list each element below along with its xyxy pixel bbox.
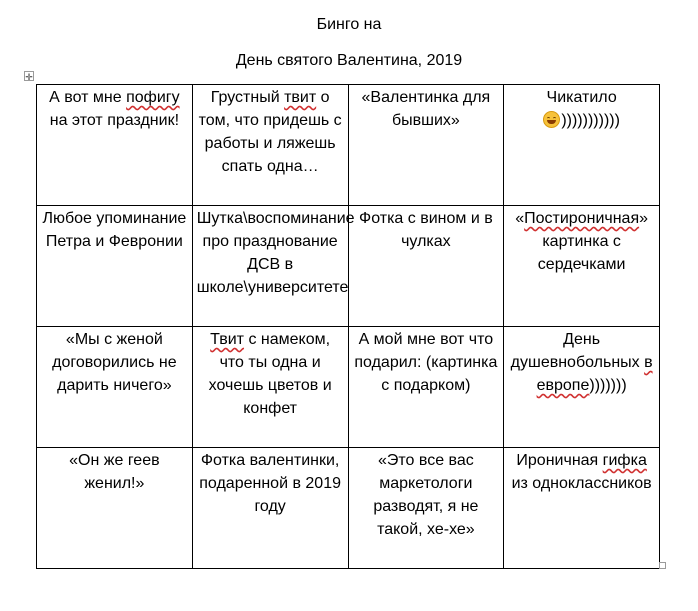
bingo-cell: [504, 85, 660, 206]
cell-text: » картинка с сердечками: [537, 210, 649, 273]
bingo-cell: [504, 327, 660, 448]
bingo-cell: [37, 448, 193, 569]
spellcheck-word: гифка: [602, 452, 647, 469]
move-cross-icon[interactable]: ✛: [25, 72, 33, 82]
spellcheck-word: пофигу: [126, 89, 180, 106]
bingo-cell: [348, 85, 504, 206]
document-title-line-2: День святого Валентина, 2019: [235, 52, 463, 69]
cell-text: о том, что придешь с работы и ляжешь спать одна…: [198, 89, 342, 175]
bingo-table: [36, 84, 660, 569]
cell-text: Грустный: [210, 89, 285, 106]
bingo-row: [37, 85, 660, 206]
resize-square-icon[interactable]: [659, 562, 666, 569]
cell-text: Фотка с вином и в чулках: [359, 210, 493, 250]
cell-text: А мой мне вот что подарил: (картинка с подарком): [354, 331, 498, 394]
bingo-row: [37, 206, 660, 327]
cell-text: ))))))): [589, 377, 627, 394]
cell-text: «Мы с женой договорились не дарить ничего»: [52, 331, 177, 394]
document-title-line-1: Бинго на: [316, 16, 382, 33]
cell-text: «Он же геев женил!»: [69, 452, 160, 492]
cell-text: Чикатило: [546, 89, 617, 106]
smiling-face-icon: [543, 111, 560, 128]
bingo-row: [37, 327, 660, 448]
cell-text: «Это все вас маркетологи разводят, я не такой, хе-хе»: [373, 452, 479, 538]
bingo-cell: [348, 206, 504, 327]
cell-text: День душевнобольных: [510, 331, 645, 371]
cell-text: «: [515, 210, 525, 227]
cell-text: А вот мне: [49, 89, 127, 106]
cell-text: Шутка\воспоминание про празднование ДСВ в школе\университете: [196, 210, 355, 296]
bingo-cell: [37, 206, 193, 327]
spellcheck-word: твит: [284, 89, 317, 106]
spellcheck-word: в европе: [536, 354, 653, 394]
cell-text: Любое упоминание Петра и Февронии: [42, 210, 187, 250]
spellcheck-word: Постироничная: [524, 210, 640, 227]
cell-text: Фотка валентинки, подаренной в 2019 году: [199, 452, 341, 515]
spellcheck-word: Твит: [210, 331, 245, 348]
bingo-cell: [37, 327, 193, 448]
bingo-cell: [37, 85, 193, 206]
bingo-cell: [192, 448, 348, 569]
cell-text: на этот праздник!: [49, 112, 180, 129]
cell-text: с намеком, что ты одна и хочешь цветов и конфет: [208, 331, 332, 417]
bingo-row: [37, 448, 660, 569]
bingo-cell: [192, 85, 348, 206]
bingo-cell: [192, 206, 355, 327]
bingo-cell: [192, 327, 348, 448]
bingo-cell: [348, 448, 504, 569]
bingo-cell: [504, 448, 660, 569]
cell-text: ))))))))))): [561, 112, 620, 129]
cell-text: из одноклассников: [511, 475, 652, 492]
bingo-cell: [348, 327, 504, 448]
cell-text: Ироничная: [516, 452, 603, 469]
cell-text: «Валентинка для бывших»: [361, 89, 491, 129]
bingo-cell: [504, 206, 660, 327]
